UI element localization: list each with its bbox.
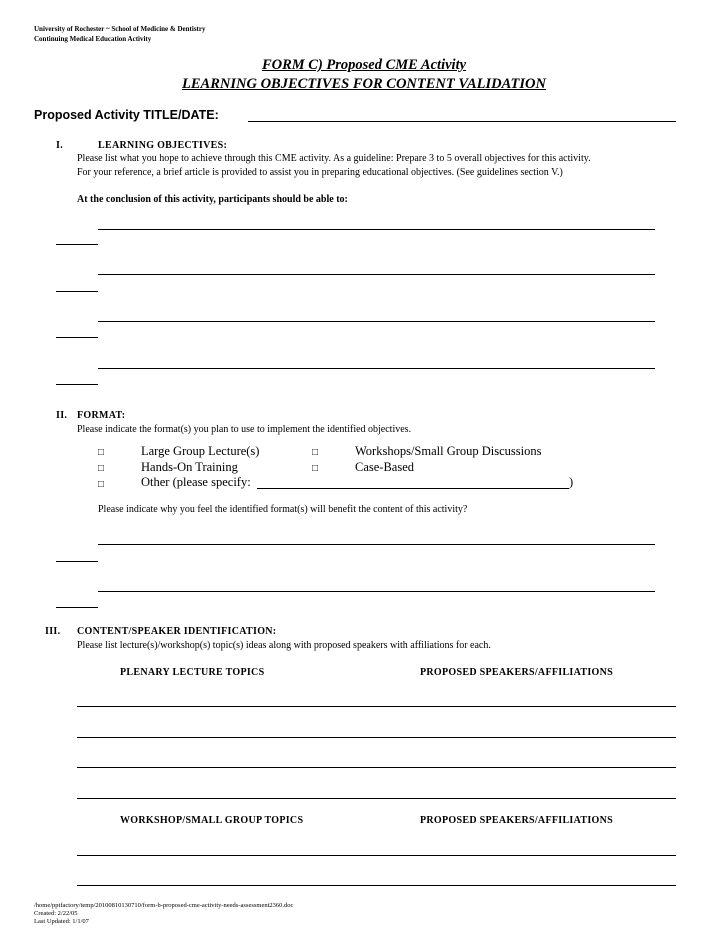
objective-line-4-cont[interactable] [56,384,98,385]
objective-line-1[interactable] [98,229,655,230]
section1-prompt: At the conclusion of this activity, participants should be able to: [77,194,348,205]
format-why-prompt: Please indicate why you feel the identified format(s) will benefit the content of this activity? [98,504,468,515]
section3-instruction: Please list lecture(s)/workshop(s) topic(s) ideas along with proposed speakers with affiliations for each. [77,640,491,651]
format-why-line-2-cont[interactable] [56,607,98,608]
form-subtitle [0,76,728,93]
form-title [0,57,728,74]
section3-heading: CONTENT/SPEAKER IDENTIFICATION: [77,626,277,637]
checkbox-hands-on[interactable]: □ [98,463,105,474]
footer-path: /home/pptfactory/temp/20100810130710/form-b-proposed-cme-activity-needs-assessment2360.doc [34,902,294,909]
section1-heading: LEARNING OBJECTIVES: [98,140,228,151]
section2-number: II. [56,410,68,421]
option-other-close: ) [569,475,574,489]
option-hands-on-label: Hands-On Training [141,460,238,474]
format-why-line-1-cont[interactable] [56,561,98,562]
checkbox-case-based[interactable]: □ [312,463,319,474]
option-workshops-label: Workshops/Small Group Discussions [355,444,542,458]
option-case-based-label: Case-Based [355,460,415,474]
plenary-line-3[interactable] [77,767,676,768]
institution-header: University of Rochester ~ School of Medicine & Dentistry [34,25,206,33]
footer-created: Created: 2/22/05 [34,910,78,917]
workshop-topics-label: WORKSHOP/SMALL GROUP TOPICS [120,815,304,826]
objective-line-3[interactable] [98,321,655,322]
objective-line-2[interactable] [98,274,655,275]
plenary-line-4[interactable] [77,798,676,799]
office-header: Continuing Medical Education Activity [34,35,152,43]
format-why-line-2[interactable] [98,591,655,592]
other-specify-field[interactable] [257,488,569,489]
footer-updated: Last Updated: 1/1/07 [34,918,89,925]
section1-number: I. [56,140,63,151]
workshop-line-1[interactable] [77,855,676,856]
plenary-line-1[interactable] [77,706,676,707]
objective-line-3-cont[interactable] [56,337,98,338]
objective-line-1-cont[interactable] [56,244,98,245]
checkbox-workshops[interactable]: □ [312,447,319,458]
format-why-line-1[interactable] [98,544,655,545]
checkbox-large-group[interactable]: □ [98,447,105,458]
option-large-group-label: Large Group Lecture(s) [141,444,260,458]
plenary-speakers-label: PROPOSED SPEAKERS/AFFILIATIONS [420,667,614,678]
section2-instruction: Please indicate the format(s) you plan to use to implement the identified objectives. [77,424,412,435]
objective-line-2-cont[interactable] [56,291,98,292]
section2-heading: FORMAT: [77,410,126,421]
workshop-line-2[interactable] [77,885,676,886]
workshop-speakers-label: PROPOSED SPEAKERS/AFFILIATIONS [420,815,614,826]
objective-line-4[interactable] [98,368,655,369]
activity-title-field[interactable] [248,121,676,122]
form-title-line1: FORM C) Proposed CME Activity [261,57,467,73]
form-title-line2: LEARNING OBJECTIVES FOR CONTENT VALIDATION [182,76,546,92]
section3-number: III. [45,626,61,637]
section1-instruction1: Please list what you hope to achieve through this CME activity. As a guideline: Prepare 3 to 5 overall objectives for this activity. [77,153,591,164]
plenary-topics-label: PLENARY LECTURE TOPICS [120,667,265,678]
option-other-label: Other (please specify: [141,475,251,489]
plenary-line-2[interactable] [77,737,676,738]
section1-instruction2: For your reference, a brief article is provided to assist you in preparing educational objectives. (See guidelines section V.) [77,167,563,178]
activity-title-label: Proposed Activity TITLE/DATE: [34,108,219,122]
checkbox-other[interactable]: □ [98,479,105,490]
